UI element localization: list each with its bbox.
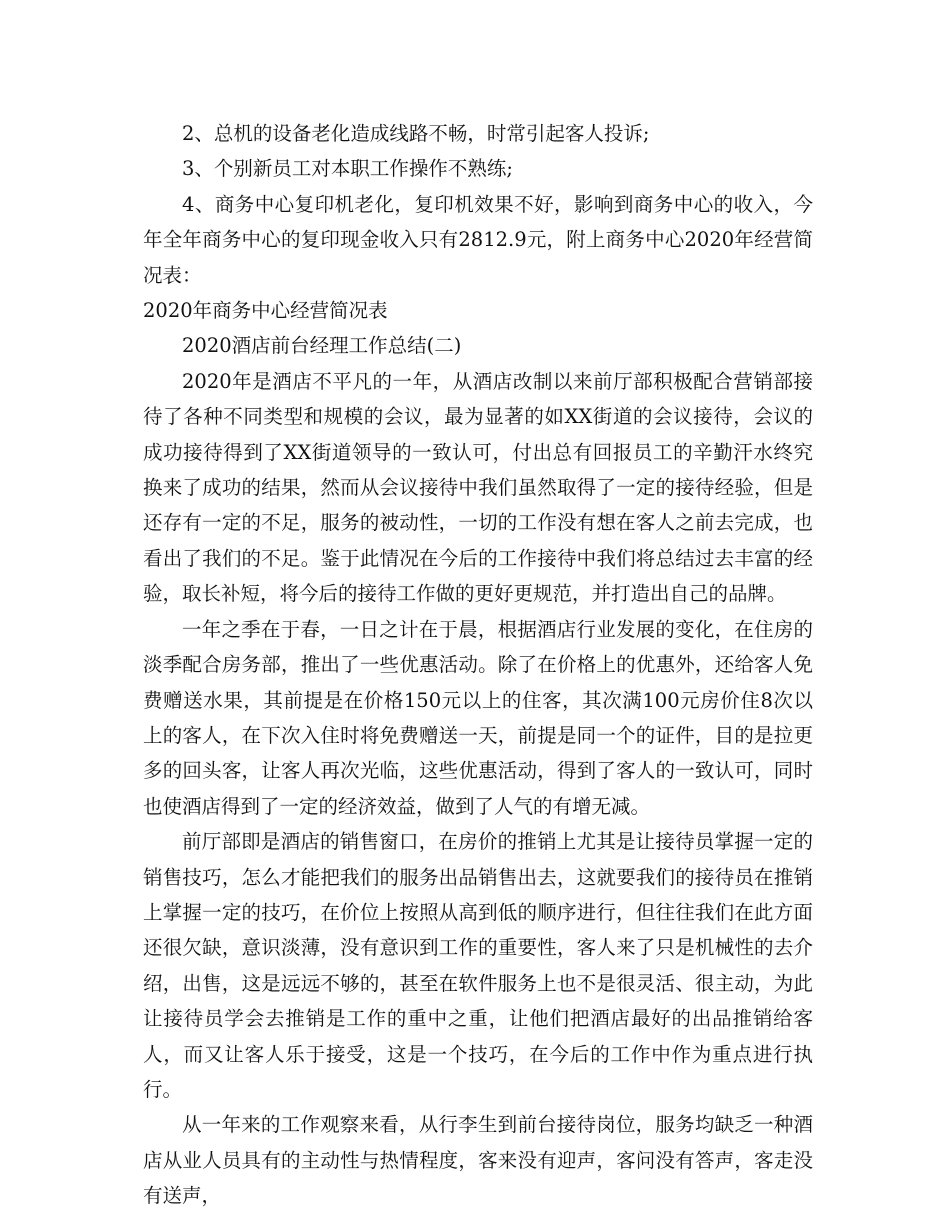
document-body <box>143 116 813 1214</box>
paragraph-sales-skills: 前厅部即是酒店的销售窗口，在房价的推销上尤其是让接待员掌握一定的销售技巧，怎么才能把我们的服务出品销售出去，这就要我们的接待员在推销上掌握一定的技巧，在价位上按照从高到低的顺序进行，但往往我们在此方面还很欠缺，意识淡薄，没有意识到工作的重要性，客人来了只是机械性的去介绍，出售，这是远远不够的，甚至在软件服务上也不是很灵活、很主动，为此让接待员学会去推销是工作的重中之重，让他们把酒店最好的出品推销给客人，而又让客人乐于接受，这是一个技巧，在今后的工作中作为重点进行执行。 <box>143 830 813 1101</box>
paragraph-item-2: 2、总机的设备老化造成线路不畅，时常引起客人投诉; <box>182 122 650 145</box>
paragraph-item-4: 4、商务中心复印机老化，复印机效果不好，影响到商务中心的收入，今年全年商务中心的复印现金收入只有2812.9元，附上商务中心2020年经营简况表： <box>143 192 813 287</box>
paragraph-overview: 2020年是酒店不平凡的一年，从酒店改制以来前厅部积极配合营销部接待了各种不同类型和规模的会议，最为显著的如XX街道的会议接待，会议的成功接待得到了XX街道领导的一致认可，付出总有回报员工的辛勤汗水终究换来了成功的结果，然而从会议接待中我们虽然取得了一定的接待经验，但是还存有一定的不足，服务的被动性，一切的工作没有想在客人之前去完成，也看出了我们的不足。鉴于此情况在今后的工作接待中我们将总结过去丰富的经验，取长补短，将今后的接待工作做的更好更规范，并打造出自己的品牌。 <box>143 369 813 606</box>
paragraph-item-3: 3、个别新员工对本职工作操作不熟练; <box>182 157 513 181</box>
table-caption: 2020年商务中心经营简况表 <box>143 299 388 323</box>
paragraph-promotions: 一年之季在于春，一日之计在于晨，根据酒店行业发展的变化，在住房的淡季配合房务部，推出了一些优惠活动。除了在价格上的优惠外，还给客人免费赠送水果，其前提是在价格150元以上的住客，其次满100元房价住8次以上的客人，在下次入住时将免费赠送一天，前提是同一个的证件，目的是拉更多的回头客，让客人再次光临，这些优惠活动，得到了客人的一致认可，同时也使酒店得到了一定的经济效益，做到了人气的有增无减。 <box>143 617 813 818</box>
paragraph-service-observation: 从一年来的工作观察来看，从行李生到前台接待岗位，服务均缺乏一种酒店从业人员具有的主动性与热情程度，客来没有迎声，客问没有答声，客走没有送声， <box>143 1113 813 1208</box>
section-heading: 2020酒店前台经理工作总结(二) <box>182 334 462 358</box>
